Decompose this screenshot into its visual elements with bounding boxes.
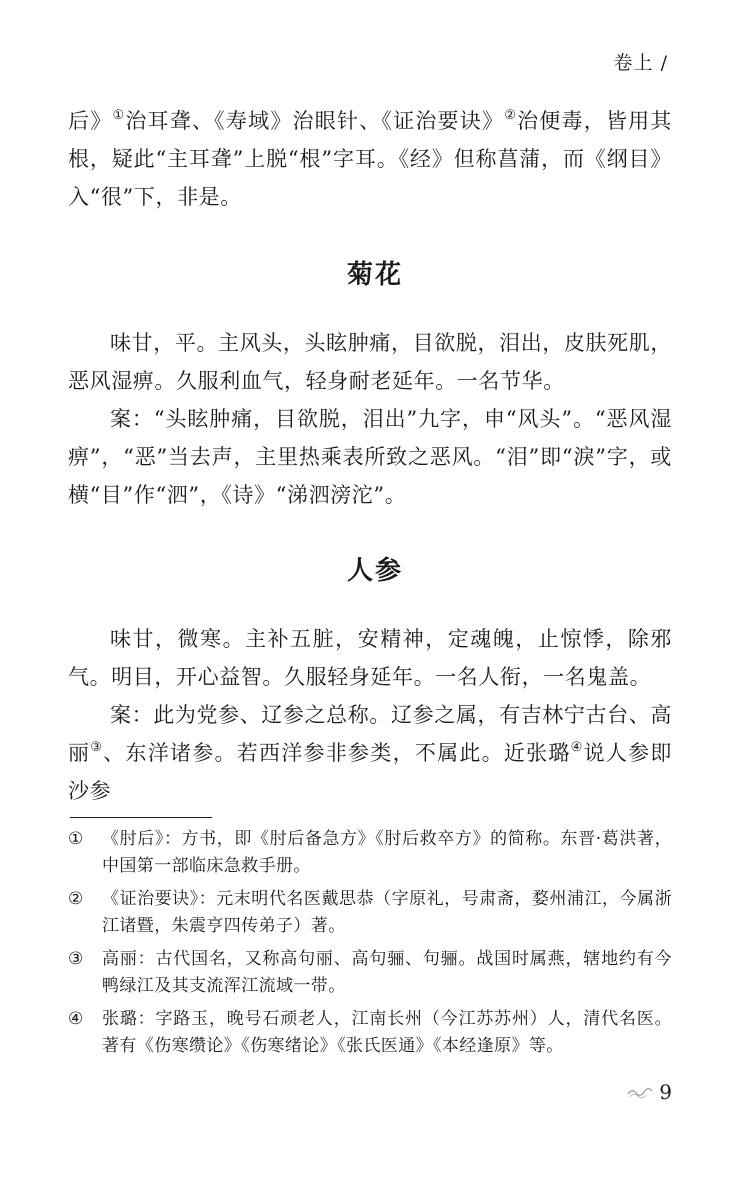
paragraph: 味甘，微寒。主补五脏，安精神，定魂魄，止惊悸，除邪气。明目，开心益智。久服轻身延年。一名人衔，一名鬼盖。 bbox=[68, 627, 672, 689]
footnote-text: 高丽：古代国名，又称高句丽、高句骊、句骊。战国时属燕，辖地约有今鸭绿江及其支流浑江流域一带。 bbox=[102, 949, 672, 996]
section-body bbox=[68, 620, 672, 810]
wave-ornament-icon bbox=[627, 1085, 653, 1099]
paragraph: 案：“头眩肿痛，目欲脱，泪出”九字，申“风头”。“恶风湿痹”，“恶”当去声，主里热乘表所致之恶风。“泪”即“淚”字，或横“目”作“泗”，《诗》“涕泗滂沱”。 bbox=[68, 407, 672, 507]
footnote-text: 《肘后》：方书，即《肘后备急方》《肘后救卒方》的简称。东晋·葛洪著，中国第一部临床急救手册。 bbox=[102, 829, 672, 876]
footnote-ref: ② bbox=[504, 108, 518, 123]
footnote-mark: ① bbox=[68, 829, 84, 849]
text-run: 案：此为党参、辽参之总称。辽参之属，有吉林宁古台、高丽 bbox=[68, 703, 672, 765]
page-number: 9 bbox=[659, 1080, 672, 1104]
text-run: 治便毒，皆用其根，疑此“主耳聋”上脱“根”字耳。《经》但称菖蒲，而《纲目》入“很”下，非是。 bbox=[68, 109, 672, 209]
footnote bbox=[68, 946, 672, 1000]
footnote-divider bbox=[70, 817, 212, 818]
footnote-ref: ③ bbox=[90, 740, 104, 755]
section-title: 菊花 bbox=[346, 260, 403, 290]
footnote bbox=[68, 826, 672, 880]
footnote-mark: ④ bbox=[68, 1009, 84, 1029]
footnote-text: 张璐：字路玉，晚号石顽老人，江南长州（今江苏苏州）人，清代名医。著有《伤寒缵论》《伤寒绪论》《张氏医通》《本经逢原》等。 bbox=[102, 1009, 672, 1056]
paragraph: 味甘，平。主风头，头眩肿痛，目欲脱，泪出，皮肤死肌，恶风湿痹。久服利血气，轻身耐老延年。一名节华。 bbox=[68, 331, 672, 393]
paragraph bbox=[68, 696, 672, 810]
continuation-paragraph bbox=[68, 102, 672, 216]
footnote-text: 《证治要诀》：元末明代名医戴思恭（字原礼，号肃斋，婺州浦江，今属浙江诸暨，朱震亨四传弟子）著。 bbox=[102, 889, 672, 936]
section-body bbox=[68, 324, 672, 514]
text-run: 、东洋诸参。若西洋参非参类，不属此。近张璐 bbox=[103, 741, 571, 765]
footnote-ref: ① bbox=[112, 108, 126, 123]
page-number-block bbox=[627, 1080, 672, 1104]
footnote bbox=[68, 886, 672, 940]
paragraph bbox=[68, 102, 672, 216]
footnotes bbox=[68, 826, 672, 1066]
text-run: 后》 bbox=[68, 109, 113, 133]
footnote bbox=[68, 1006, 672, 1060]
text-run: 治耳聋、《寿域》治眼针、《证治要诀》 bbox=[125, 109, 505, 133]
running-header: 卷上 / bbox=[613, 52, 668, 74]
footnote-mark: ③ bbox=[68, 949, 84, 969]
text-run: 说人参即沙参 bbox=[68, 741, 672, 803]
footnote-ref: ④ bbox=[570, 740, 584, 755]
footnote-mark: ② bbox=[68, 889, 84, 909]
section-title: 人参 bbox=[346, 556, 403, 586]
